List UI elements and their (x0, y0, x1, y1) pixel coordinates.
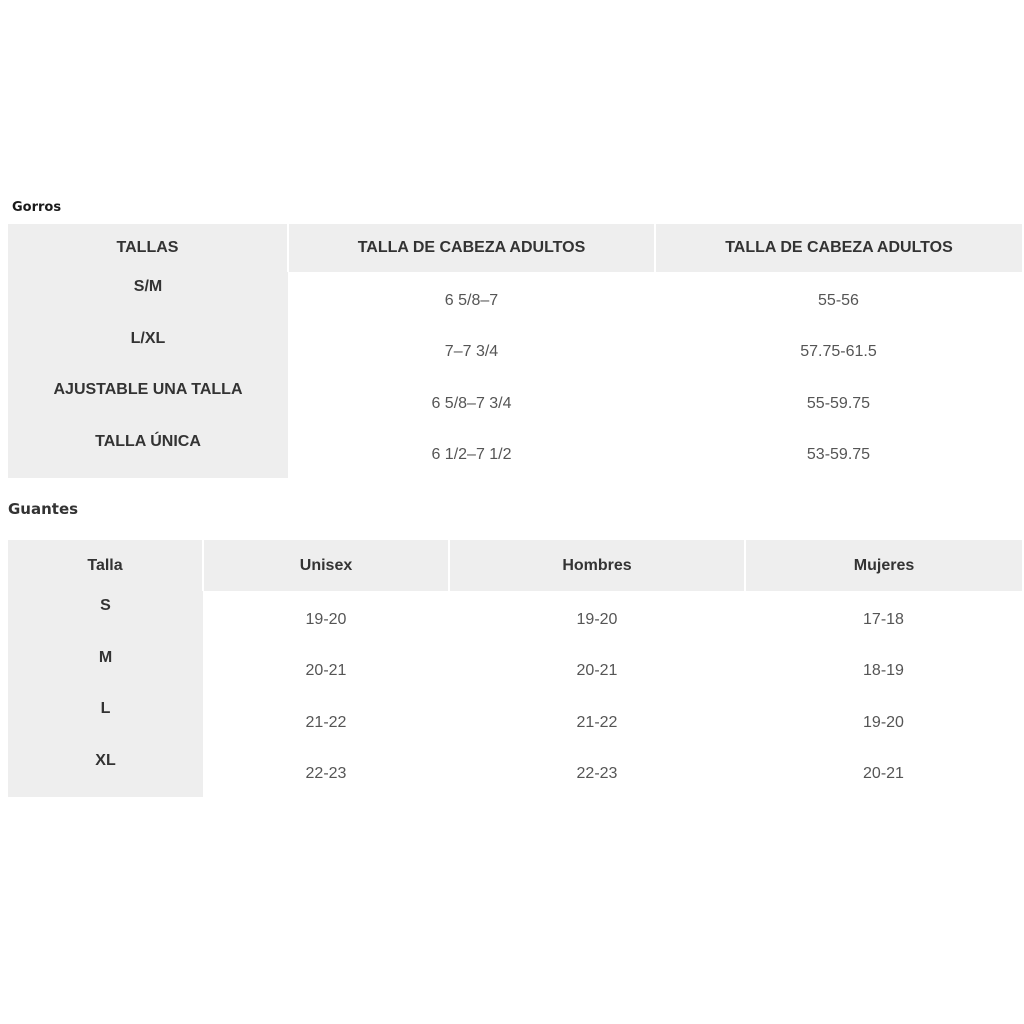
value-cell (203, 694, 449, 746)
mujeres-value: 18-19 (863, 662, 904, 680)
column-header-unisex: Unisex (203, 540, 449, 591)
mujeres-value: 20-21 (863, 765, 904, 783)
head-size-inches: 6 5/8–7 (444, 291, 499, 309)
gorros-size-table (8, 224, 1022, 478)
size-label-cell (8, 375, 288, 427)
hombres-value: 20-21 (576, 662, 618, 680)
value-cell (288, 375, 655, 427)
value-cell (655, 427, 1022, 479)
size-label-cell (8, 324, 288, 376)
head-size-cm: 55-56 (818, 291, 859, 309)
unisex-value: 20-21 (305, 662, 347, 680)
size-label: AJUSTABLE UNA TALLA (53, 381, 243, 398)
head-size-inches: 6 5/8–7 3/4 (431, 394, 512, 412)
unisex-value: 22-23 (305, 765, 347, 783)
size-label: XL (95, 751, 116, 769)
value-cell (449, 694, 745, 746)
size-label-cell (8, 272, 288, 324)
size-label: S/M (133, 278, 163, 295)
table-row (8, 643, 1022, 695)
mujeres-value: 17-18 (863, 610, 904, 628)
unisex-value: 21-22 (305, 713, 347, 731)
guantes-size-table (8, 540, 1022, 797)
column-header-hombres: Hombres (449, 540, 745, 591)
head-size-inches: 6 1/2–7 1/2 (431, 446, 512, 464)
table-row (8, 375, 1022, 427)
hombres-value: 22-23 (576, 765, 618, 783)
value-cell (745, 591, 1022, 643)
column-header-talla: Talla (8, 540, 203, 591)
size-label: L (100, 700, 111, 717)
value-cell (203, 746, 449, 798)
value-cell (449, 746, 745, 798)
value-cell (203, 591, 449, 643)
column-header-tallas: TALLAS (8, 224, 288, 272)
value-cell (449, 591, 745, 643)
table-row (8, 324, 1022, 376)
size-label: S (100, 597, 111, 614)
value-cell (203, 643, 449, 695)
size-label-cell (8, 591, 203, 643)
value-cell (745, 694, 1022, 746)
size-label: L/XL (130, 329, 166, 347)
unisex-value: 19-20 (305, 610, 347, 628)
table-row (8, 427, 1022, 479)
hombres-value: 19-20 (576, 610, 618, 628)
size-label-cell (8, 746, 203, 798)
size-label-cell (8, 427, 288, 479)
value-cell (288, 427, 655, 479)
gorros-section-title: Gorros (12, 200, 62, 215)
value-cell (745, 746, 1022, 798)
value-cell (288, 272, 655, 324)
head-size-cm: 55-59.75 (806, 394, 871, 412)
table-row (8, 746, 1022, 798)
value-cell (655, 272, 1022, 324)
head-size-cm: 57.75-61.5 (800, 343, 877, 361)
column-header-talla-cabeza-cm: TALLA DE CABEZA ADULTOS (655, 224, 1022, 272)
table-header-row (8, 540, 1022, 591)
guantes-section-title: Guantes (8, 500, 79, 518)
table-row (8, 694, 1022, 746)
size-label: M (98, 648, 113, 666)
value-cell (745, 643, 1022, 695)
value-cell (449, 643, 745, 695)
value-cell (655, 375, 1022, 427)
table-row (8, 591, 1022, 643)
size-label-cell (8, 643, 203, 695)
value-cell (655, 324, 1022, 376)
column-header-talla-cabeza-pulgadas: TALLA DE CABEZA ADULTOS (288, 224, 655, 272)
mujeres-value: 19-20 (863, 713, 904, 731)
size-label: TALLA ÚNICA (95, 432, 201, 450)
head-size-cm: 53-59.75 (806, 446, 871, 464)
hombres-value: 21-22 (576, 713, 618, 731)
table-row (8, 272, 1022, 324)
value-cell (288, 324, 655, 376)
column-header-mujeres: Mujeres (745, 540, 1022, 591)
head-size-inches: 7–7 3/4 (444, 343, 499, 361)
size-label-cell (8, 694, 203, 746)
table-header-row (8, 224, 1022, 272)
